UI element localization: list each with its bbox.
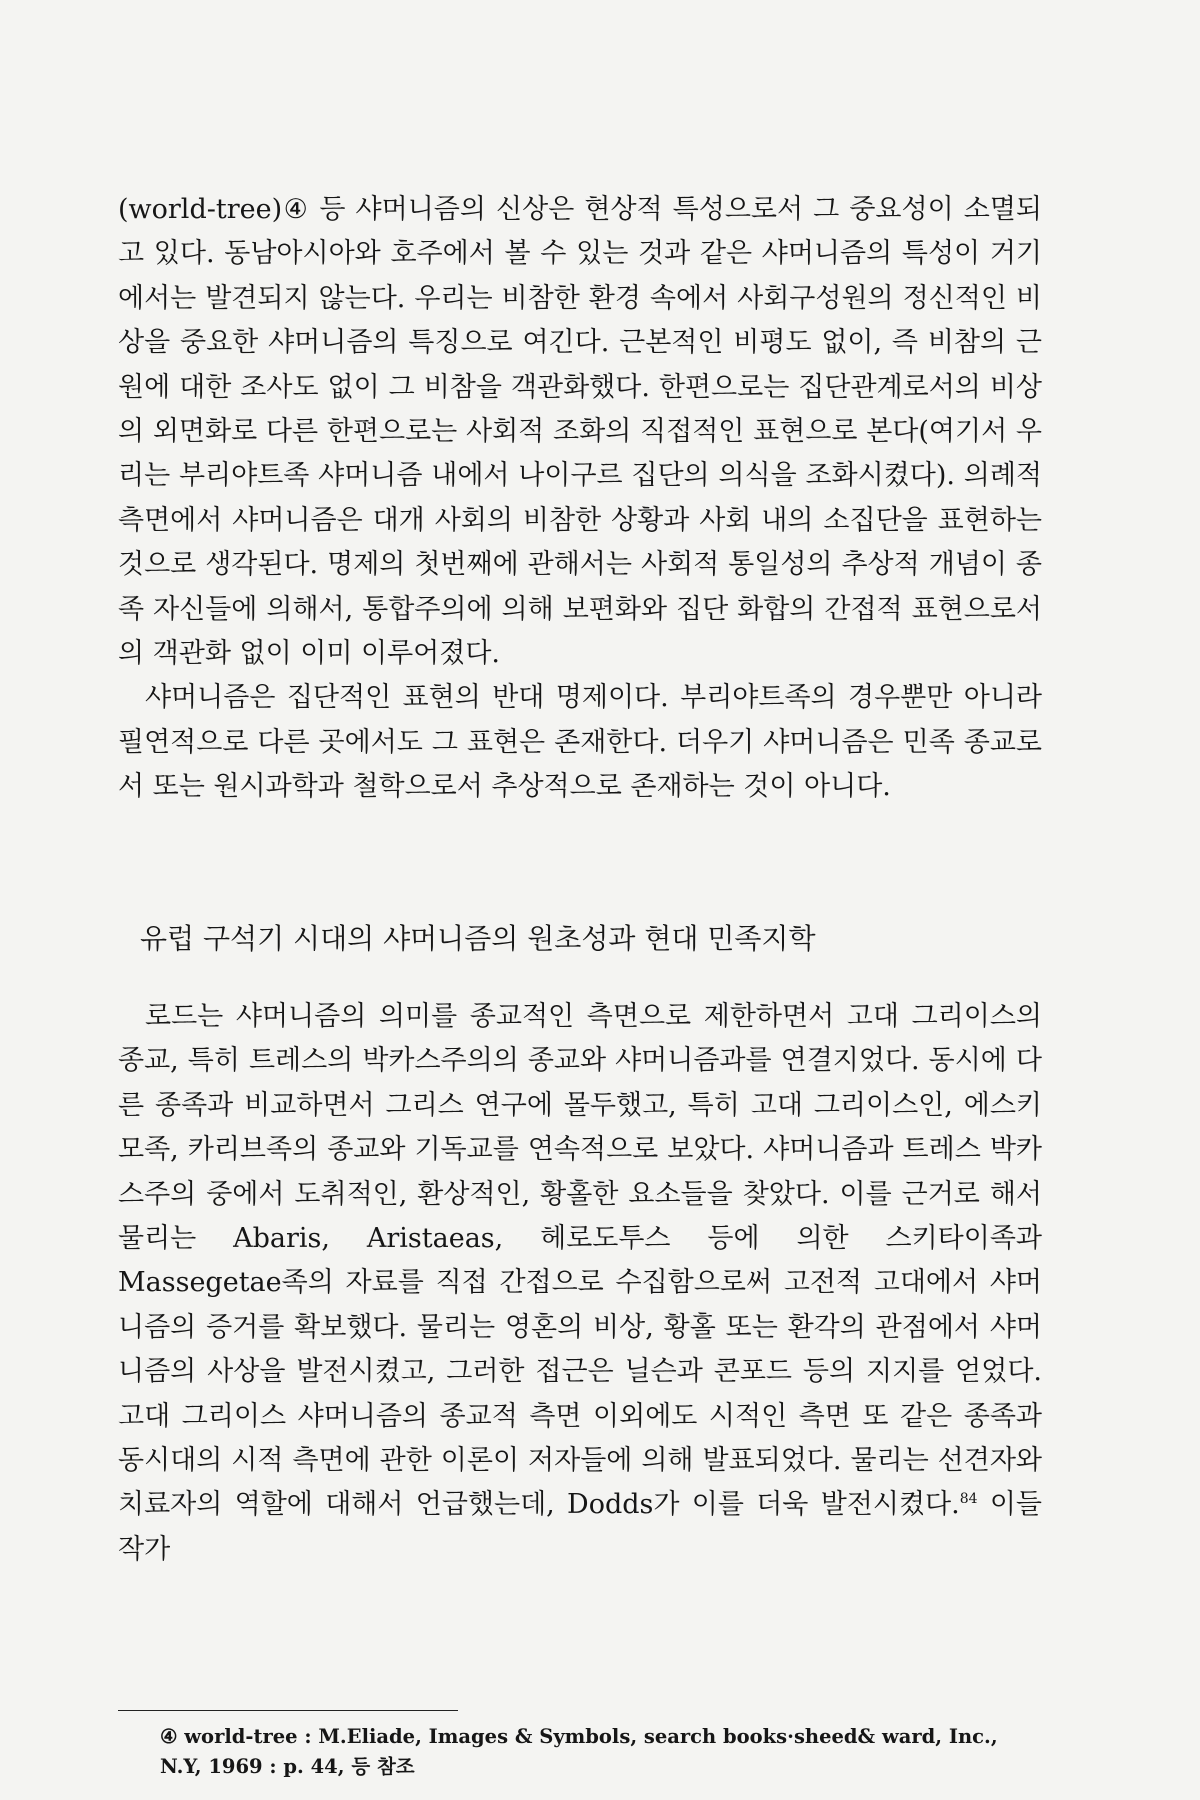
footnote: ④ world-tree : M.Eliade, Images & Symbols, search books·sheed& ward, Inc., N.Y, 1969 : p. 44, 등 참조 bbox=[160, 1725, 998, 1778]
body-text-bottom bbox=[118, 995, 1042, 1572]
paragraph bbox=[118, 995, 1042, 1572]
paragraph-text-tail: 이들 작가 bbox=[118, 1489, 1043, 1565]
paragraph-text: 로드는 샤머니즘의 의미를 종교적인 측면으로 제한하면서 고대 그리이스의 종교, 특히 트레스의 박카스주의의 종교와 샤머니즘과를 연결지었다. 동시에 다른 종족과 비교하면서 그리스 연구에 몰두했고, 특히 고대 그리이스인, 에스키모족, 카리브족의 종교와 기독교를 연속적으로 보았다. 샤머니즘과 트레스 박카스주의 중에서 도취적인, 환상적인, 황홀한 요소들을 찾았다. 이를 근거로 해서 물리는 Abaris, Aristaeas, 헤로도투스 등에 의한 스키타이족과 Massegetae족의 자료를 직접 간접으로 수집함으로써 고전적 고대에서 샤머니즘의 증거를 확보했다. 물리는 영혼의 비상, 황홀 또는 환각의 관점에서 샤머니즘의 사상을 발전시켰고, 그러한 접근은 닐슨과 콘포드 등의 지지를 얻었다. 고대 그리이스 샤머니즘의 종교적 측면 이외에도 시적인 측면 또 같은 종족과 동시대의 시적 측면에 관한 이론이 저자들에 의해 발표되었다. 물리는 선견자와 치료자의 역할에 대해서 언급했는데, Dodds가 이를 더욱 발전시켰다. bbox=[118, 1001, 1042, 1521]
footnote-reference: 84 bbox=[959, 1491, 978, 1508]
paragraph: 샤머니즘은 집단적인 표현의 반대 명제이다. 부리야트족의 경우뿐만 아니라 필연적으로 다른 곳에서도 그 표현은 존재한다. 더우기 샤머니즘은 민족 종교로서 또는 원시과학과 철학으로서 추상적으로 존재하는 것이 아니다. bbox=[118, 682, 1042, 803]
body-text-top bbox=[118, 188, 1042, 810]
footnote-rule bbox=[118, 1710, 458, 1711]
section-heading: 유럽 구석기 시대의 샤머니즘의 원초성과 현대 민족지학 bbox=[140, 922, 816, 955]
paragraph: (world-tree)④ 등 샤머니즘의 신상은 현상적 특성으로서 그 중요성이 소멸되고 있다. 동남아시아와 호주에서 볼 수 있는 것과 같은 샤머니즘의 특성이 거기에서는 발견되지 않는다. 우리는 비참한 환경 속에서 사회구성원의 정신적인 비상을 중요한 샤머니즘의 특징으로 여긴다. 근본적인 비평도 없이, 즉 비참의 근원에 대한 조사도 없이 그 비참을 객관화했다. 한편으로는 집단관계로서의 비상의 외면화로 다른 한편으로는 사회적 조화의 직접적인 표현으로 본다(여기서 우리는 부리야트족 샤머니즘 내에서 나이구르 집단의 의식을 조화시켰다). 의례적 측면에서 샤머니즘은 대개 사회의 비참한 상황과 사회 내의 소집단을 표현하는 것으로 생각된다. 명제의 첫번째에 관해서는 사회적 통일성의 추상적 개념이 종족 자신들에 의해서, 통합주의에 의해 보편화와 집단 화합의 간접적 표현으로서의 객관화 없이 이미 이루어졌다. bbox=[118, 194, 1042, 670]
